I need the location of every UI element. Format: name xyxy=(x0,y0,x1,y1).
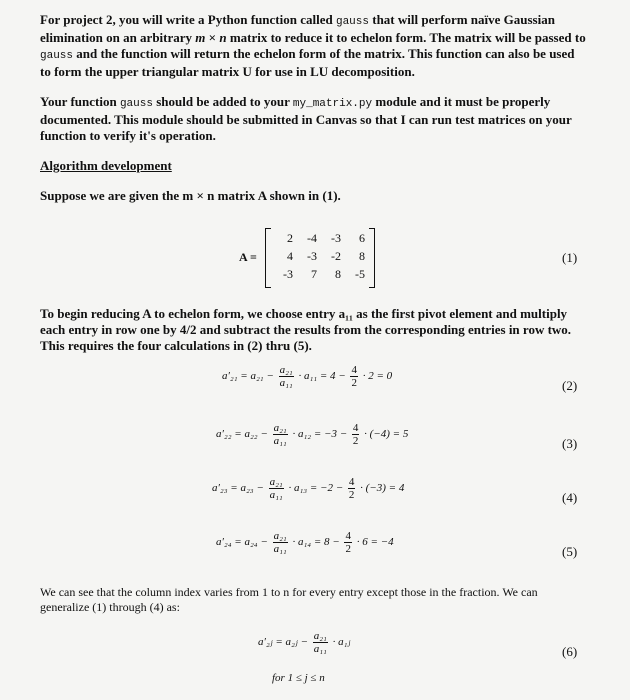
equation-rhs: · 2 = 0 xyxy=(362,370,393,383)
var-n: n xyxy=(219,30,227,45)
intro-text: matrix to reduce it to echelon form. The matrix will be passed to xyxy=(226,30,586,45)
intro-text: module and it must be properly documented. This module should be submitted in Canvas so that I can run test matrices on your function to verify it's operation. xyxy=(40,94,572,143)
equation-number: (3) xyxy=(562,436,578,451)
fraction xyxy=(273,422,288,447)
equation-3 xyxy=(216,422,408,447)
fraction-denominator: a₁₁ xyxy=(279,377,293,389)
intro-text: and the function will return the echelon form of the matrix. This function can also be used to form the upper triangular matrix U for use in LU decomposition. xyxy=(40,46,575,79)
equation-2 xyxy=(222,364,392,389)
generalize-paragraph: We can see that the column index varies from 1 to n for every entry except those in the fraction. We can generalize (1) through (4) as: xyxy=(40,585,538,614)
matrix-a xyxy=(239,228,379,288)
intro-paragraph-2 xyxy=(40,94,588,144)
equation-number: (4) xyxy=(562,490,578,505)
matrix-cell: -2 xyxy=(331,249,341,263)
fraction-numerator: 4 xyxy=(348,476,355,488)
matrix-cell: 8 xyxy=(359,249,365,263)
fraction xyxy=(348,476,356,501)
matrix-cell: -4 xyxy=(307,231,317,245)
equation-mid: · a₁₁ = 4 − xyxy=(298,370,346,383)
suppose-paragraph: Suppose we are given the m × n matrix A shown in (1). xyxy=(40,188,341,203)
fraction xyxy=(279,364,294,389)
fraction-denominator: a₁₁ xyxy=(273,543,287,555)
fraction-denominator: 2 xyxy=(351,377,357,389)
intro-text: Your function xyxy=(40,94,120,109)
fraction-denominator: a₁₁ xyxy=(269,489,283,501)
matrix-cell: 4 xyxy=(287,249,293,263)
equation-lhs: a′₂₃ = a₂₃ − xyxy=(212,482,264,495)
equation-lhs: a′₂₂ = a₂₂ − xyxy=(216,428,268,441)
equation-number: (6) xyxy=(562,644,578,659)
code-gauss: gauss xyxy=(119,98,153,110)
matrix-label: A = xyxy=(239,250,257,264)
equation-4 xyxy=(212,476,404,501)
fraction-numerator: 4 xyxy=(352,422,359,434)
equation-condition: for 1 ≤ j ≤ n xyxy=(272,672,325,684)
equation-mid: · a₁₃ = −2 − xyxy=(288,482,344,495)
matrix-row xyxy=(271,231,367,247)
code-module: my_matrix.py xyxy=(292,98,373,110)
fraction-denominator: 2 xyxy=(352,435,359,447)
intro-text: For project 2, you will write a Python function called xyxy=(40,12,336,27)
equation-rhs: · 6 = −4 xyxy=(356,536,394,549)
equation-rhs: · a₁ⱼ xyxy=(332,636,351,649)
intro-text: that will perform naïve Gaussian elimination on an arbitrary xyxy=(40,12,555,45)
fraction-numerator: a₂₁ xyxy=(313,630,327,642)
fraction-denominator: a₁₁ xyxy=(273,435,287,447)
fraction-numerator: a₂₁ xyxy=(273,422,287,434)
fraction-numerator: a₂₁ xyxy=(279,364,293,376)
matrix-cell: -3 xyxy=(331,231,341,245)
fraction-denominator: 2 xyxy=(348,489,355,501)
fraction-denominator: a₁₁ xyxy=(313,643,327,655)
fraction xyxy=(273,530,288,555)
matrix-cell: -3 xyxy=(307,249,317,263)
fraction-numerator: 4 xyxy=(345,530,351,542)
fraction xyxy=(269,476,284,501)
matrix-cell: -5 xyxy=(355,267,365,281)
equation-rhs: · (−3) = 4 xyxy=(360,482,405,495)
fraction-numerator: a₂₁ xyxy=(269,476,283,488)
var-m: m xyxy=(195,30,206,45)
equation-lhs: a′₂₁ = a₂₁ − xyxy=(222,370,274,383)
reduce-paragraph: To begin reducing A to echelon form, we choose entry a₁₁ as the first pivot element and multiply each entry in row one by 4/2 and subtract the results from the corresponding entries in row two. This requires the four calculations in (2) thru (5). xyxy=(40,306,572,353)
fraction xyxy=(352,422,360,447)
equation-mid: · a₁₂ = −3 − xyxy=(292,428,348,441)
equation-mid: · a₁₄ = 8 − xyxy=(292,536,340,549)
matrix-row xyxy=(271,249,367,265)
fraction xyxy=(313,630,328,655)
matrix-cell: 2 xyxy=(287,231,293,245)
fraction xyxy=(350,364,358,389)
code-gauss: gauss xyxy=(40,50,74,62)
matrix-cell: -3 xyxy=(283,267,293,281)
matrix-row xyxy=(271,267,367,283)
fraction xyxy=(344,530,352,555)
equation-number: (2) xyxy=(562,378,578,393)
fraction-denominator: 2 xyxy=(345,543,351,555)
intro-text: should be added to your xyxy=(152,94,293,109)
times-symbol: × xyxy=(205,30,220,45)
equation-5 xyxy=(216,530,394,555)
equation-number: (5) xyxy=(562,544,578,559)
matrix-cell: 6 xyxy=(359,231,365,245)
equation-lhs: a′₂₄ = a₂₄ − xyxy=(216,536,268,549)
equation-rhs: · (−4) = 5 xyxy=(364,428,409,441)
fraction-numerator: a₂₁ xyxy=(273,530,287,542)
equation-lhs: a′₂ⱼ = a₂ⱼ − xyxy=(258,636,308,649)
code-gauss: gauss xyxy=(335,16,369,28)
equation-6 xyxy=(258,630,350,655)
matrix-right-bracket xyxy=(369,228,375,288)
equation-number: (1) xyxy=(562,250,578,265)
section-heading: Algorithm development xyxy=(40,158,172,173)
fraction-numerator: 4 xyxy=(351,364,357,376)
intro-paragraph-1 xyxy=(40,12,588,80)
matrix-cell: 8 xyxy=(335,267,341,281)
matrix-cell: 7 xyxy=(311,267,317,281)
